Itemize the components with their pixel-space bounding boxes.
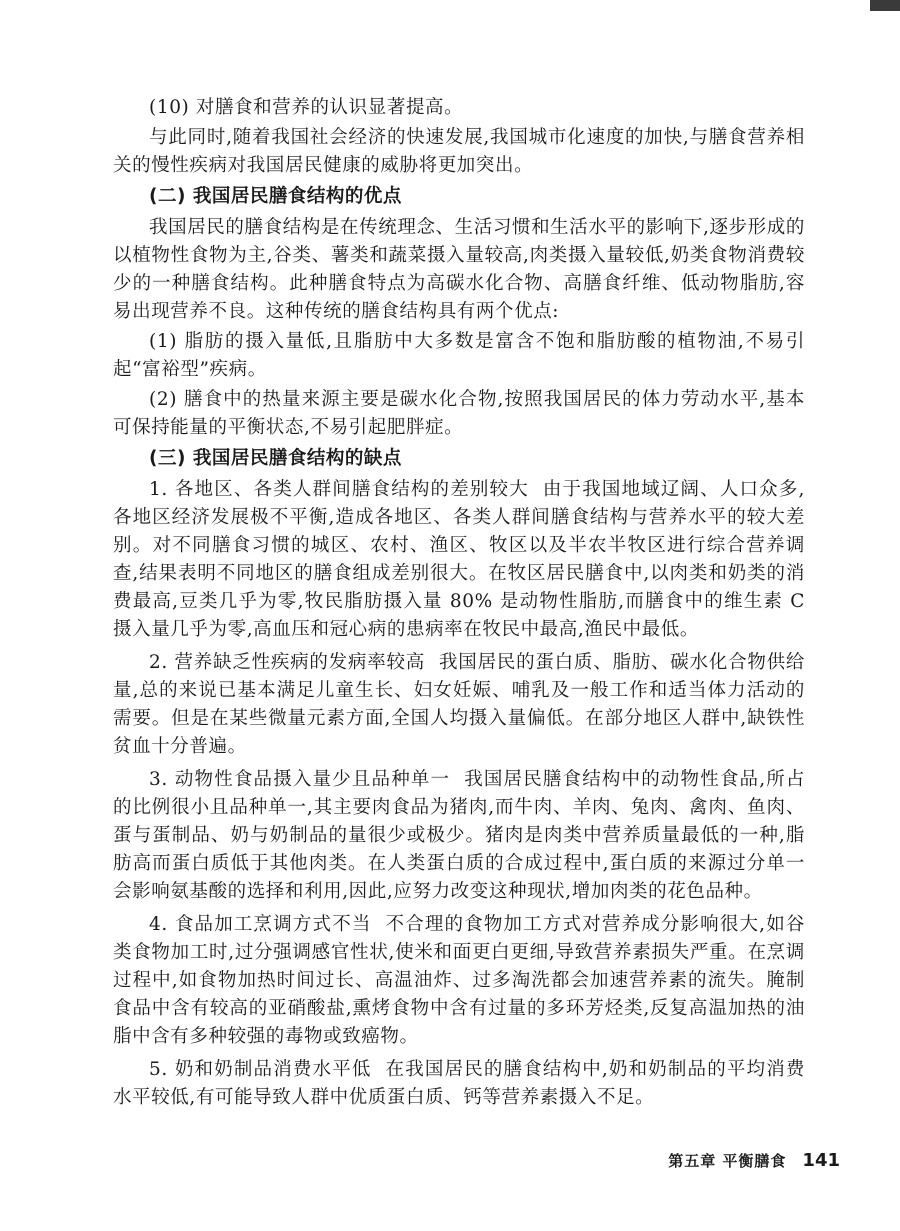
chapter-label: 第五章 平衡膳食: [668, 1152, 787, 1170]
section-heading: (二) 我国居民膳食结构的优点: [149, 186, 402, 207]
paragraph-text: 不合理的食物加工方式对营养成分影响很大,如谷类食物加工时,过分强调感官性状,使米和面更白更细,导致营养素损失严重。在烹调过程中,如食物加热时间过长、高温油炸、过多淘洗都会加速营养素的流失。腌制食品中含有较高的亚硝酸盐,熏烤食物中含有过量的多环芳烃类,反复高温加热的油脂中含有多种较强的毒物或致癌物。: [113, 914, 805, 1047]
paragraph: 与此同时,随着我国社会经济的快速发展,我国城市化速度的加快,与膳食营养相关的慢性疾病对我国居民健康的威胁将更加突出。: [113, 127, 805, 176]
paragraph-text: 我国居民的蛋白质、脂肪、碳水化合物供给量,总的来说已基本满足儿童生长、妇女妊娠、哺乳及一般工作和适当体力活动的需要。但是在某些微量元素方面,全国人均摄入量偏低。在部分地区人群中,缺铁性贫血十分普遍。: [113, 652, 806, 757]
paragraph-text: 在我国居民的膳食结构中,奶和奶制品的平均消费水平较低,有可能导致人群中优质蛋白质、钙等营养素摄入不足。: [113, 1059, 805, 1108]
paragraph-lead: 4. 食品加工烹调方式不当: [149, 914, 372, 935]
paragraph-lead: 5. 奶和奶制品消费水平低: [149, 1059, 372, 1080]
paragraph-lead: 1. 各地区、各类人群间膳食结构的差别较大: [149, 479, 529, 500]
paragraph-text: 由于我国地域辽阔、人口众多,各地区经济发展极不平衡,造成各地区、各类人群间膳食结构与营养水平的较大差别。对不同膳食习惯的城区、农村、渔区、牧区以及半农半牧区进行综合营养调查,结果表明不同地区的膳食组成差别很大。在牧区居民膳食中,以肉类和奶类的消费最高,豆类几乎为零,牧民脂肪摄入量 80% 是动物性脂肪,而膳食中的维生素 C 摄入量几乎为零,高血压和冠心病的患病率在牧民中最高,渔民中最低。: [113, 479, 805, 640]
page-corner-marker: [870, 0, 900, 11]
paragraph: (10) 对膳食和营养的认识显著提高。: [149, 97, 464, 118]
paragraph: [113, 911, 805, 1051]
page-footer: [668, 1150, 840, 1180]
paragraph: (2) 膳食中的热量来源主要是碳水化合物,按照我国居民的体力劳动水平,基本可保持能量的平衡状态,不易引起肥胖症。: [113, 389, 805, 438]
paragraph: 我国居民的膳食结构是在传统理念、生活习惯和生活水平的影响下,逐步形成的以植物性食物为主,谷类、薯类和蔬菜摄入量较高,肉类摄入量较低,奶类食物消费较少的一种膳食结构。此种膳食特点为高碳水化合物、高膳食纤维、低动物脂肪,容易出现营养不良。这种传统的膳食结构具有两个优点:: [113, 217, 805, 322]
paragraph-lead: 3. 动物性食品摄入量少且品种单一: [149, 769, 451, 790]
paragraph: [113, 766, 805, 906]
paragraph-lead: 2. 营养缺乏性疾病的发病率较高: [149, 652, 426, 673]
paragraph: [113, 1056, 805, 1112]
paragraph: [113, 476, 805, 644]
paragraph: (1) 脂肪的摄入量低,且脂肪中大多数是富含不饱和脂肪酸的植物油,不易引起“富裕型”疾病。: [113, 331, 805, 380]
body-text: [113, 94, 805, 1117]
paragraph: [113, 649, 805, 761]
section-heading: (三) 我国居民膳食结构的缺点: [149, 448, 402, 469]
paragraph-text: 我国居民膳食结构中的动物性食品,所占的比例很小且品种单一,其主要肉食品为猪肉,而牛肉、羊肉、兔肉、禽肉、鱼肉、蛋与蛋制品、奶与奶制品的量很少或极少。猪肉是肉类中营养质量最低的一种,脂肪高而蛋白质低于其他肉类。在人类蛋白质的合成过程中,蛋白质的来源过分单一会影响氨基酸的选择和利用,因此,应努力改变这种现状,增加肉类的花色品种。: [113, 769, 806, 902]
page-number: 141: [802, 1150, 840, 1171]
